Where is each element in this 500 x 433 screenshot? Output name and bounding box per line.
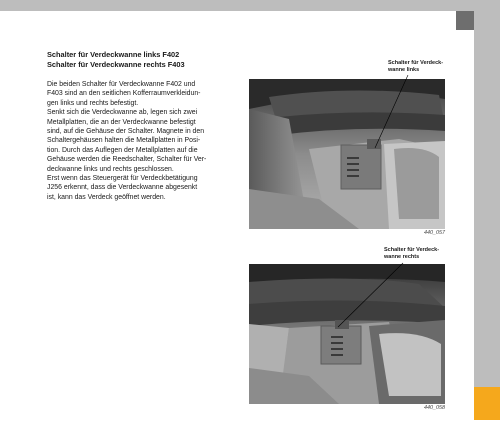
body-line: F403 sind an den seitlichen Kofferraumverkleidun- bbox=[47, 90, 201, 98]
callout-text-line: Schalter für Verdeck- bbox=[388, 60, 444, 66]
corner-light-block bbox=[474, 11, 500, 30]
photo-right-switch bbox=[249, 264, 445, 404]
body-line: deckwanne links und rechts geschlossen. bbox=[47, 165, 174, 173]
corner-dark-block bbox=[456, 11, 474, 30]
body-line: sind, auf die Gehäuse der Schalter. Magnete in den bbox=[47, 128, 205, 136]
chapter-tab-orange bbox=[474, 387, 500, 420]
callout-text-line: wanne rechts bbox=[384, 254, 420, 260]
body-line: tion. Durch das Auflegen der Metallplatten auf die bbox=[47, 146, 198, 154]
body-line: Senkt sich die Verdeckwanne ab, legen sich zwei bbox=[47, 109, 198, 117]
section-heading bbox=[47, 50, 257, 70]
right-gray-sidebar bbox=[474, 30, 500, 387]
body-line: Gehäuse werden die Reedschalter, Schalter für Ver- bbox=[47, 156, 207, 164]
callout-left-switch bbox=[386, 59, 445, 75]
body-line: Die beiden Schalter für Verdeckwanne F402 und bbox=[47, 81, 196, 88]
body-line: ist, kann das Verdeck geöffnet werden. bbox=[47, 193, 166, 201]
body-paragraph bbox=[47, 80, 252, 202]
top-gray-bar bbox=[0, 0, 500, 11]
callout-right-switch bbox=[382, 246, 441, 262]
figure-number-top: 440_057 bbox=[424, 230, 445, 236]
callout-text-line: Schalter für Verdeck- bbox=[384, 247, 440, 253]
trunk-photo-right-image bbox=[249, 264, 445, 404]
figure-number-bottom: 440_058 bbox=[424, 405, 445, 411]
body-line: Erst wenn das Steuergerät für Verdeckbetätigung bbox=[47, 175, 198, 183]
callout-text-line: wanne links bbox=[388, 67, 420, 73]
body-line: Metallplatten, die an der Verdeckwanne befestigt bbox=[47, 118, 196, 126]
photo-left-switch bbox=[249, 79, 445, 229]
heading-line-left-switch: Schalter für Verdeckwanne links F402 bbox=[47, 50, 180, 59]
body-line: gen links und rechts befestigt. bbox=[47, 99, 139, 107]
heading-line-right-switch: Schalter für Verdeckwanne rechts F403 bbox=[47, 60, 185, 69]
body-line: J256 erkennt, dass die Verdeckwanne abgesenkt bbox=[47, 184, 198, 192]
trunk-photo-left-image bbox=[249, 79, 445, 229]
body-line: Schaltergehäusen halten die Metallplatten in Posi- bbox=[47, 137, 201, 145]
